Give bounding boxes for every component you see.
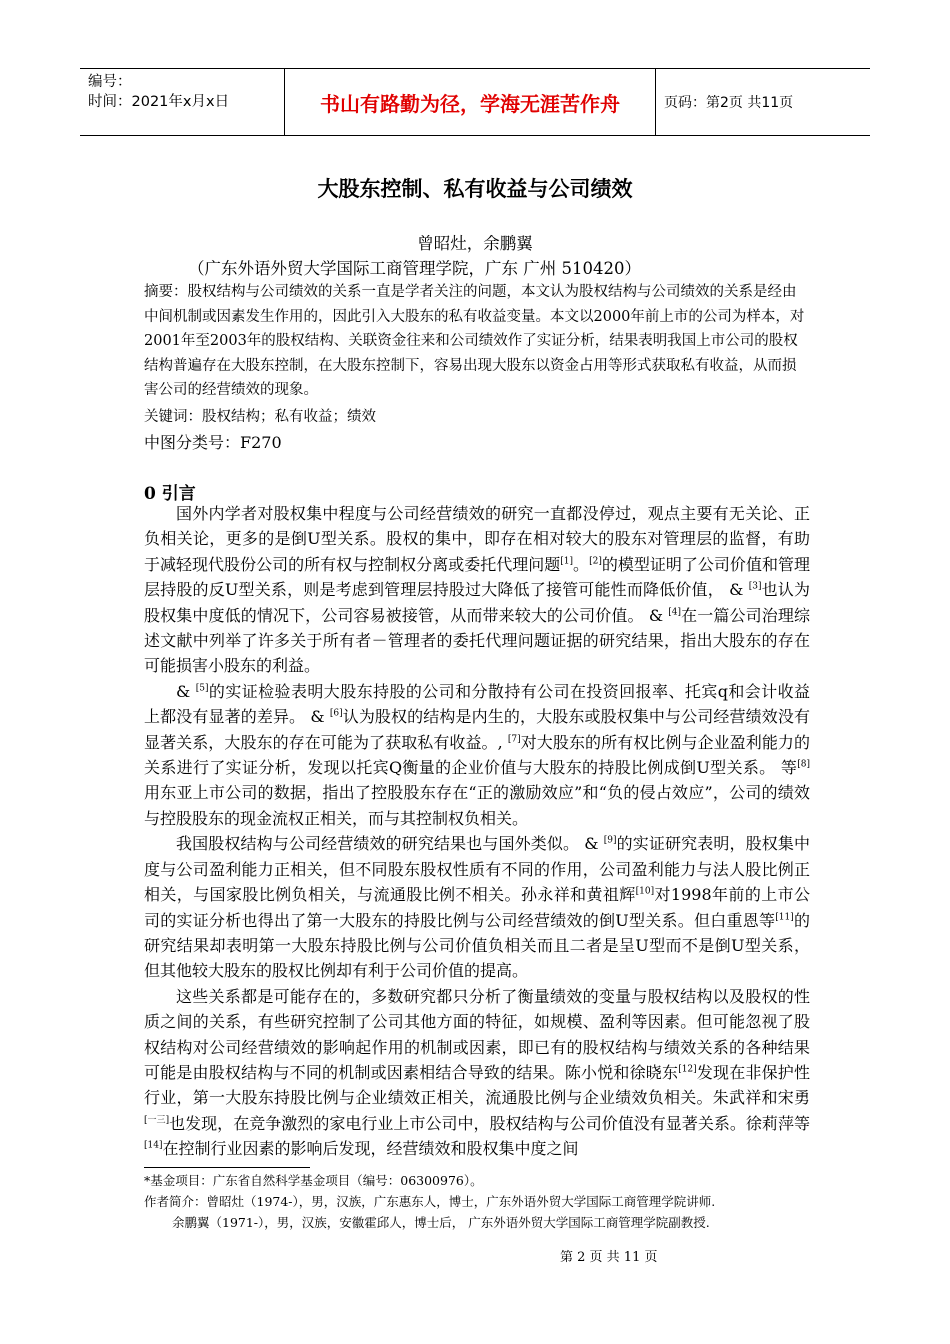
header-meta [80,69,285,135]
citation: [6] [329,708,343,719]
citation: [10] [635,886,655,897]
text: 的研究结果却表明第一大股东持股比例与公司价值负相关而且二者是呈U型而不是倒U型关系，但其他较大股东的股权比例却有利于公司价值的提高。 [144,910,810,981]
page-footer: 第 2 页 共 11 页 [560,1250,658,1265]
text: 也发现，在竞争激烈的家电行业上市公司中，股权结构与公司价值没有显著关系。徐莉萍等 [169,1113,810,1133]
paper-clc: 中图分类号：F270 [144,433,282,452]
citation: [7] [507,734,521,745]
text: 认为股权的结构是内生的，大股东或股权集中与公司经营绩效没有显著关系，大股东的存在可能为了获取私有收益。, [144,707,810,752]
footnote-author-2: 余鹏翼（1971-），男，汉族，安徽霍邱人，博士后， 广东外语外贸大学国际工商管理学院副教授. [172,1215,710,1230]
text: 。 [573,554,590,574]
header-number: 编号： [88,74,132,90]
citation: [5] [195,683,209,694]
text: & [176,681,196,701]
text: 的实证检验表明大股东持股的公司和分散持有公司在投资回报率、托宾q和会计收益上都没有显著的差异。 & [144,681,811,727]
page-header [80,68,870,136]
text: 也认为股权集中度低的情况下，公司容易被接管，从而带来较大的公司价值。 & [144,580,810,625]
paragraph-1 [144,501,810,679]
text: 的模型证明了公司价值和管理层持股的反U型关系，则是考虑到管理层持股过大降低了接管可能性而降低价值， & [144,554,810,600]
citation: [12] [678,1064,697,1075]
text: 用东亚上市公司的数据，指出了控股股东存在“正的激励效应”和“负的侵占效应”，公司的绩效与控股股东的现金流权正相关，而与其控制权负相关。 [144,783,810,828]
header-date: 时间：2021年x月x日 [88,94,230,110]
text: 我国股权结构与公司经营绩效的研究结果也与国外类似。 & [176,834,604,854]
section-heading: 0 引言 [144,484,196,504]
text: 在一篇公司治理综述文献中列举了许多关于所有者－管理者的委托代理问题证据的研究结果，指出大股东的存在可能损害小股东的利益。 [144,605,810,676]
paragraph-4 [144,984,810,1162]
text: 国外内学者对股权集中程度与公司经营绩效的研究一直都没停过，观点主要有无关论、正负相关论，更多的是倒U型关系。股权的集中，即存在相对较大的股东对管理层的监督，有助于减轻现代股份公司的所有权与控制权分离或委托代理问题 [144,504,810,574]
paper-keywords: 关键词：股权结构；私有收益；绩效 [144,409,376,425]
paper-title: 大股东控制、私有收益与公司绩效 [317,177,633,201]
citation: [11] [775,912,794,923]
text: 这些关系都是可能存在的，多数研究都只分析了衡量绩效的变量与股权结构以及股权的性质之间的关系，有些研究控制了公司其他方面的特征，如规模、盈利等因素。但可能忽视了股权结构对公司经营绩效的影响起作用的机制或因素，即已有的股权结构与绩效关系的各种结果可能是由股权结构与不同的机制或因素相结合导致的结果。陈小悦和徐晓东 [144,986,810,1082]
header-motto: 书山有路勤为径，学海无涯苦作舟 [285,69,656,135]
paragraph-3 [144,831,810,983]
body-text [144,501,810,1162]
citation: [一三] [144,1115,170,1126]
citation: [8] [797,759,810,770]
citation: [14] [144,1140,163,1151]
text: 在控制行业因素的影响后发现，经营绩效和股权集中度之间 [162,1139,579,1159]
text: 对大股东的所有权比例与企业盈利能力的关系进行了实证分析，发现以托宾Q衡量的企业价值与大股东的持股比例成倒U型关系。 等 [144,732,810,778]
paragraph-2 [144,679,810,831]
paper-abstract: 摘要：股权结构与公司绩效的关系一直是学者关注的问题，本文认为股权结构与公司绩效的关系是经由中间机制或因素发生作用的，因此引入大股东的私有收益变量。本文以2000年前上市的公司为样本，对2001年至2003年的股权结构、关联资金往来和公司绩效作了实证分析，结果表明我国上市公司的股权结构普遍存在大股东控制，在大股东控制下，容易出现大股东以资金占用等形式获取私有收益，从而损害公司的经营绩效的现象。 [144,284,805,399]
footnote-author-1: 作者简介：曾昭灶（1974-），男，汉族，广东惠东人，博士，广东外语外贸大学国际工商管理学院讲师. [144,1194,716,1209]
text: 发现在非保护性行业，第一大股东持股比例与企业绩效正相关，流通股比例与企业绩效负相关。朱武祥和宋勇 [144,1062,810,1108]
header-page-info: 页码：第2页 共11页 [664,95,794,111]
text: 的实证研究表明，股权集中度与公司盈利能力正相关，但不同股东股权性质有不同的作用，公司盈利能力与法人股比例正相关，与国家股比例负相关，与流通股比例不相关。孙永祥和黄祖辉 [144,834,810,905]
citation: [2] [589,556,602,567]
citation: [1] [560,556,574,567]
citation: [3] [748,581,762,592]
footnote-fund: *基金项目：广东省自然科学基金项目（编号：06300976）。 [144,1173,483,1188]
paper-affiliation: （广东外语外贸大学国际工商管理学院，广东 广州 510420） [188,259,641,278]
paper-authors: 曾昭灶，余鹏翼 [417,234,533,253]
citation: [9] [603,835,617,846]
footnote-divider [144,1167,310,1168]
text: 对1998年前的上市公司的实证分析也得出了第一大股东的持股比例与公司经营绩效的倒U型关系。但白重恩等 [144,885,810,930]
citation: [4] [668,607,682,618]
